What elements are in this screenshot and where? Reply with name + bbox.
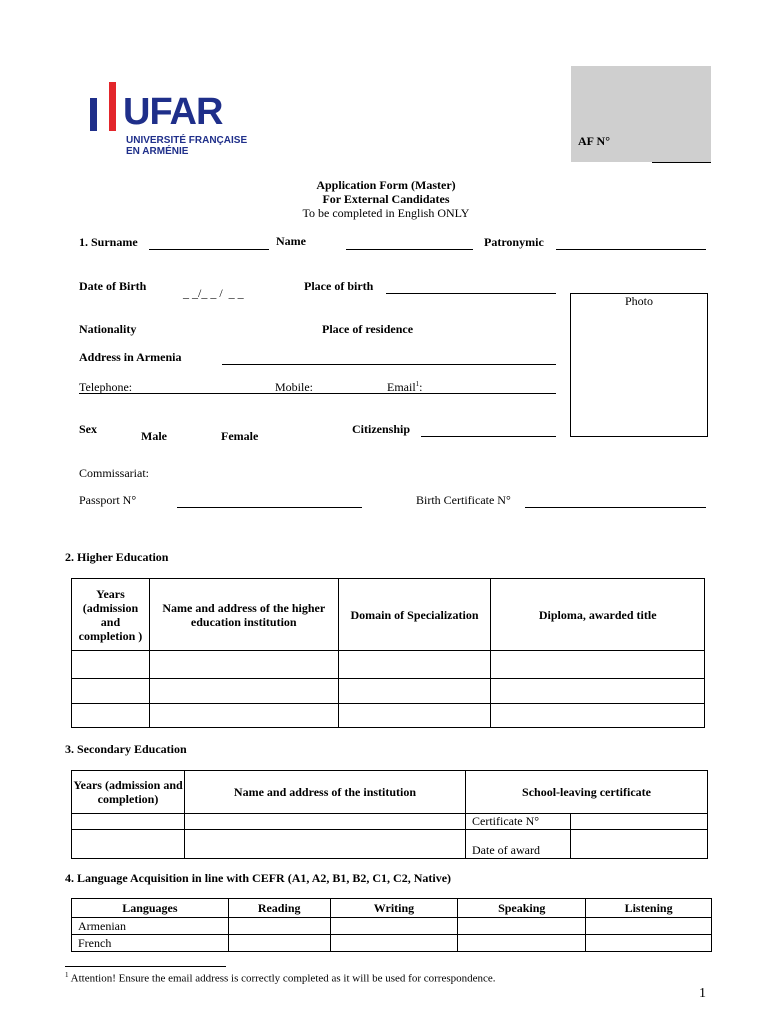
patronymic-label: Patronymic: [484, 235, 544, 249]
table-cell[interactable]: [330, 935, 458, 952]
table-row: [72, 679, 705, 704]
table-cell[interactable]: [586, 918, 712, 935]
header-writing: Writing: [330, 899, 458, 918]
table-cell[interactable]: [458, 918, 586, 935]
table-cell[interactable]: [330, 918, 458, 935]
table-cell[interactable]: [72, 651, 150, 679]
higher-education-heading: 2. Higher Education: [65, 550, 169, 564]
header-specialization: Domain of Specialization: [338, 579, 491, 651]
table-cell[interactable]: [338, 651, 491, 679]
certificate-number-field[interactable]: [571, 814, 708, 830]
form-note: To be completed in English ONLY: [302, 206, 470, 220]
table-cell[interactable]: [338, 679, 491, 704]
table-row: [72, 814, 708, 830]
date-of-award-field[interactable]: [571, 830, 708, 859]
email-footnote-ref: 1: [415, 380, 420, 388]
contact-line[interactable]: [79, 393, 556, 394]
place-of-birth-field[interactable]: [386, 293, 556, 294]
patronymic-field[interactable]: [556, 249, 706, 250]
header-speaking: Speaking: [458, 899, 586, 918]
table-cell[interactable]: [458, 935, 586, 952]
table-cell[interactable]: [149, 704, 338, 728]
address-label: Address in Armenia: [79, 350, 182, 364]
table-cell[interactable]: [228, 918, 330, 935]
birth-certificate-label: Birth Certificate N°: [416, 493, 511, 507]
photo-label: Photo: [624, 294, 653, 308]
commissariat-label: Commissariat:: [79, 466, 149, 480]
table-row: [72, 918, 712, 935]
table-cell[interactable]: [491, 651, 705, 679]
logo-subtitle-1: UNIVERSITÉ FRANÇAISE: [126, 135, 248, 146]
secondary-education-heading: 3. Secondary Education: [65, 742, 187, 756]
table-header-row: [72, 579, 705, 651]
header-school-certificate: School-leaving certificate: [466, 771, 708, 814]
footnote-divider: [65, 966, 226, 967]
sex-female-option[interactable]: Female: [221, 429, 259, 443]
email-label-colon: :: [419, 380, 423, 394]
table-cell[interactable]: [72, 679, 150, 704]
place-of-birth-label: Place of birth: [304, 279, 374, 293]
table-row: [72, 935, 712, 952]
af-number-line[interactable]: [652, 162, 711, 163]
logo-blue-bar: [90, 98, 97, 131]
header-institution: Name and address of the institution: [185, 771, 466, 814]
header-institution: Name and address of the higher education institution: [149, 579, 338, 651]
header-years: Years (admission and completion): [72, 771, 185, 814]
form-title: Application Form (Master): [316, 178, 456, 192]
citizenship-label: Citizenship: [352, 422, 411, 436]
mobile-label: Mobile:: [275, 380, 313, 394]
table-cell[interactable]: [491, 704, 705, 728]
table-cell[interactable]: [586, 935, 712, 952]
header-languages: Languages: [72, 899, 229, 918]
passport-label: Passport N°: [79, 493, 137, 507]
certificate-number-label: Certificate N°: [466, 814, 571, 830]
table-cell[interactable]: [228, 935, 330, 952]
name-field[interactable]: [346, 249, 473, 250]
higher-education-table: [71, 578, 705, 728]
footnote-text: Attention! Ensure the email address is correctly completed as it will be used for correspondence.: [68, 972, 496, 985]
place-of-residence-label: Place of residence: [322, 322, 414, 336]
header-years: Years (admission and completion ): [72, 579, 150, 651]
nationality-label: Nationality: [79, 322, 137, 336]
address-field[interactable]: [222, 364, 556, 365]
table-cell[interactable]: [491, 679, 705, 704]
table-row: [72, 704, 705, 728]
table-row: [72, 651, 705, 679]
date-of-award-label: Date of award: [466, 830, 571, 859]
table-cell[interactable]: [72, 814, 185, 830]
footnote: [65, 971, 496, 985]
footnote-mark: 1: [65, 971, 69, 979]
birth-certificate-field[interactable]: [525, 507, 706, 508]
sex-label: Sex: [79, 422, 97, 436]
telephone-label: Telephone:: [79, 380, 133, 394]
table-cell[interactable]: [72, 830, 185, 859]
citizenship-field[interactable]: [421, 436, 556, 437]
email-label-text: Email: [387, 380, 416, 394]
language-table: [71, 898, 712, 952]
passport-field[interactable]: [177, 507, 362, 508]
header-reading: Reading: [228, 899, 330, 918]
sex-male-option[interactable]: Male: [141, 429, 167, 443]
table-cell[interactable]: [338, 704, 491, 728]
surname-field[interactable]: [149, 249, 269, 250]
table-cell[interactable]: [149, 651, 338, 679]
table-header-row: [72, 899, 712, 918]
header-diploma: Diploma, awarded title: [491, 579, 705, 651]
ufar-logo: [90, 80, 250, 160]
header-listening: Listening: [586, 899, 712, 918]
page-number: 1: [699, 986, 706, 1001]
logo-wordmark: UFAR: [123, 91, 223, 133]
table-header-row: [72, 771, 708, 814]
table-cell[interactable]: [149, 679, 338, 704]
language-french: French: [72, 935, 229, 952]
surname-label: 1. Surname: [79, 235, 138, 249]
dob-label: Date of Birth: [79, 279, 147, 293]
language-heading: 4. Language Acquisition in line with CEFR (A1, A2, B1, B2, C1, C2, Native): [65, 871, 452, 885]
form-subtitle: For External Candidates: [322, 192, 450, 206]
name-label: Name: [276, 234, 306, 248]
table-row: [72, 830, 708, 859]
logo-subtitle-2: EN ARMÉNIE: [126, 146, 189, 157]
table-cell[interactable]: [72, 704, 150, 728]
af-number-label: AF N°: [578, 134, 611, 148]
language-armenian: Armenian: [72, 918, 229, 935]
table-cell[interactable]: [185, 814, 466, 830]
dob-field[interactable]: _ _/_ _ / _ _: [183, 286, 244, 300]
secondary-education-table: [71, 770, 708, 859]
logo-red-bar: [109, 82, 116, 131]
table-cell[interactable]: [185, 830, 466, 859]
photo-box[interactable]: [570, 293, 708, 437]
